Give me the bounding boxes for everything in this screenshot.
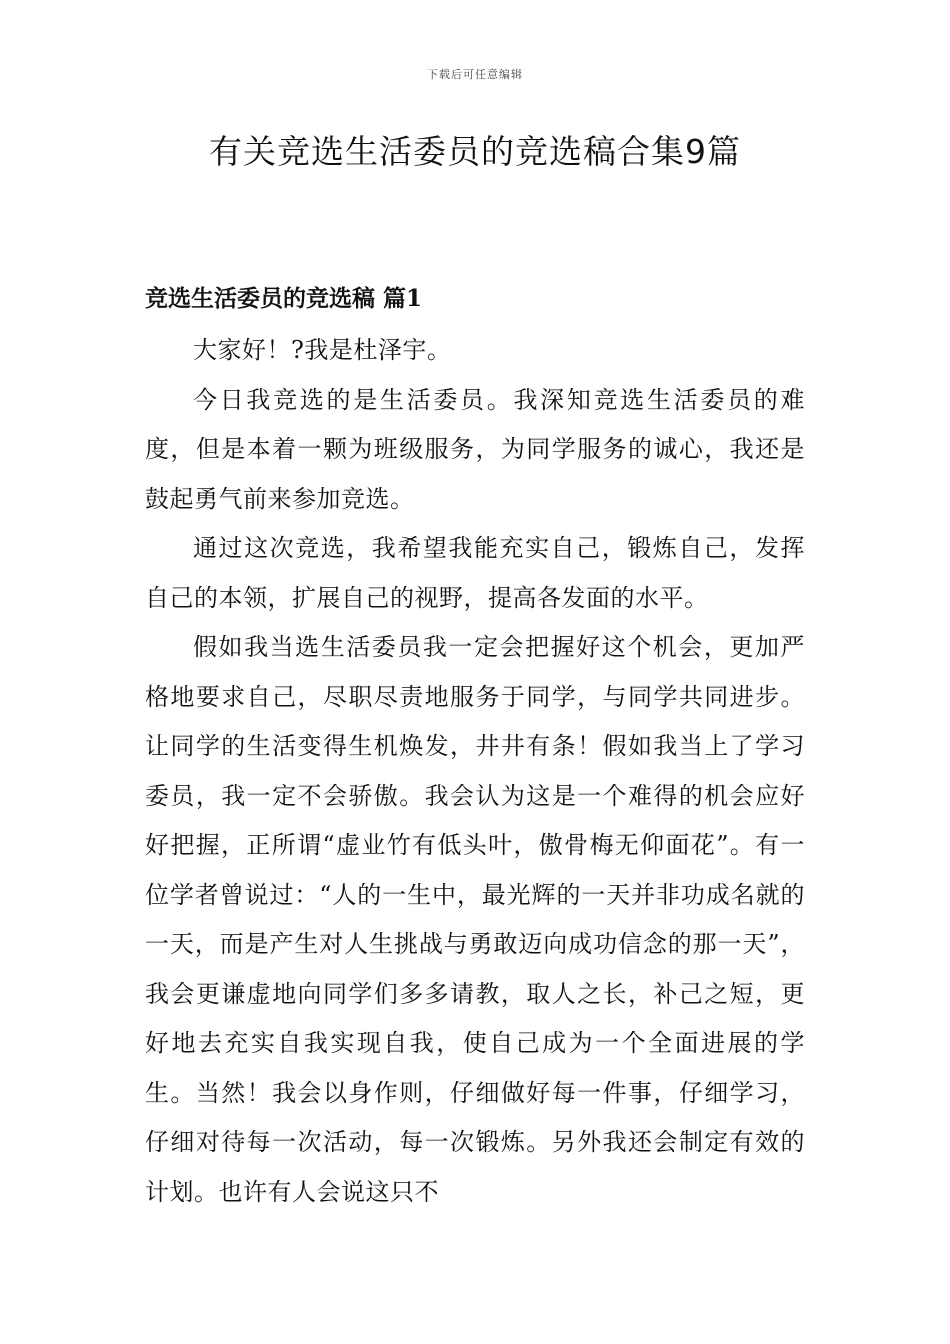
body-text (145, 326, 805, 1217)
paragraph-intro: 今日我竞选的是生活委员。我深知竞选生活委员的难度，但是本着一颗为班级服务，为同学服务的诚心，我还是鼓起勇气前来参加竞选。 (145, 385, 805, 513)
paragraph-greeting: 大家好！?我是杜泽宇。 (193, 336, 452, 364)
document-title: 有关竞选生活委员的竞选稿合集9篇 (209, 132, 741, 171)
paragraph-goals: 通过这次竞选，我希望我能充实自己，锻炼自己，发挥自己的本领，扩展自己的视野，提高各发面的水平。 (145, 534, 805, 612)
paragraph-commitment: 假如我当选生活委员我一定会把握好这个机会，更加严格地要求自己，尽职尽责地服务于同学，与同学共同进步。让同学的生活变得生机焕发，井井有条！假如我当上了学习委员，我一定不会骄傲。我会认为这是一个难得的机会应好好把握，正所谓“虚业竹有低头叶，傲骨梅无仰面花”。有一位学者曾说过：“人的一生中，最光辉的一天并非功成名就的一天，而是产生对人生挑战与勇敢迈向成功信念的那一天”，我会更谦虚地向同学们多多请教，取人之长，补己之短，更好地去充实自我实现自我，使自己成为一个全面进展的学生。当然！我会以身作则，仔细做好每一件事，仔细学习，仔细对待每一次活动，每一次锻炼。另外我还会制定有效的计划。也许有人会说这只不 (145, 633, 805, 1206)
header-note: 下载后可任意编辑 (427, 68, 523, 81)
section-heading: 竞选生活委员的竞选稿 篇1 (145, 285, 423, 312)
